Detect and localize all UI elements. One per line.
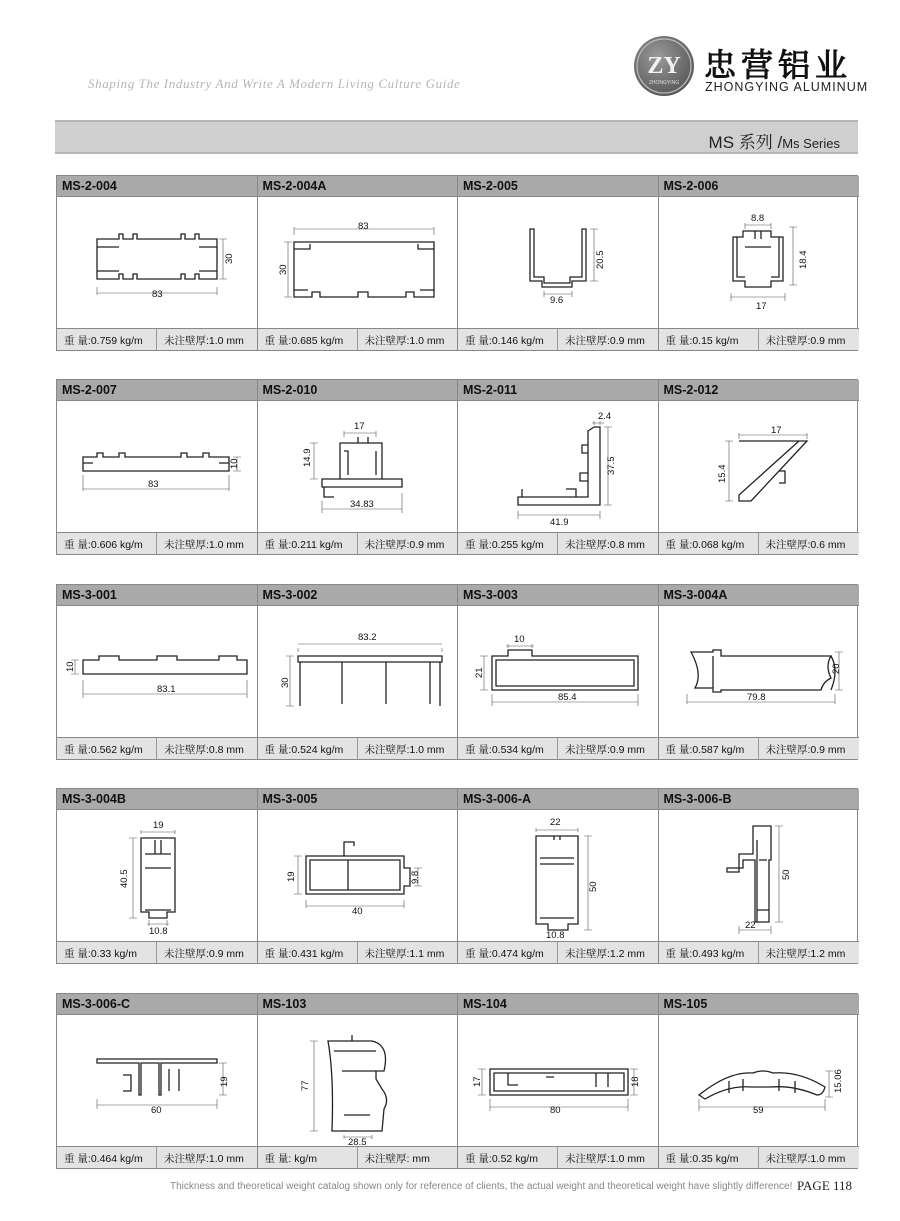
profile-code: MS-2-010 <box>258 380 458 401</box>
profile-cross-section <box>57 606 257 737</box>
weight-value: 重 量:0.211 kg/m <box>258 533 358 554</box>
profile-card <box>659 585 860 759</box>
profile-spec-bar <box>57 328 257 350</box>
dimension-label: 9.8 <box>409 870 421 884</box>
dimension-label: 17 <box>353 421 365 432</box>
profile-cross-section <box>659 606 860 737</box>
dimension-label: 10 <box>65 661 76 672</box>
profile-code: MS-103 <box>258 994 458 1015</box>
profile-spec-bar <box>659 328 860 350</box>
profile-code: MS-2-005 <box>458 176 658 197</box>
dimension-label: 59 <box>752 1105 764 1116</box>
wall-thickness-value: 未注壁厚:0.9 mm <box>364 539 445 551</box>
dimension-label: 2.4 <box>598 411 612 422</box>
wall-thickness-value: 未注壁厚:1.0 mm <box>765 1153 846 1165</box>
dimension-label: 30 <box>277 264 289 275</box>
dimension-label: 20 <box>830 663 842 674</box>
dimension-label: 30 <box>279 677 291 688</box>
profile-spec-bar <box>659 941 860 963</box>
profile-drawing <box>458 1015 658 1146</box>
profile-row <box>56 175 858 351</box>
profile-cross-section <box>258 401 458 532</box>
dimension-label: 40 <box>351 906 363 917</box>
weight-value: 重 量:0.33 kg/m <box>57 942 157 963</box>
profile-spec-bar <box>57 737 257 759</box>
profile-card <box>258 585 459 759</box>
profile-cross-section <box>258 810 458 941</box>
weight-value: 重 量:0.431 kg/m <box>258 942 358 963</box>
wall-thickness-value: 未注壁厚:0.9 mm <box>765 335 846 347</box>
dimension-label: 83 <box>148 479 159 490</box>
profile-code: MS-2-004A <box>258 176 458 197</box>
profile-spec-bar <box>258 737 458 759</box>
profile-spec-bar <box>57 941 257 963</box>
dimension-label: 19 <box>285 871 297 882</box>
brand-name-cn: 忠营铝业 <box>704 46 853 84</box>
dimension-label: 19 <box>219 1076 230 1087</box>
profile-cross-section <box>57 810 257 941</box>
profile-drawing <box>258 810 458 941</box>
profile-cross-section <box>258 606 458 737</box>
profile-drawing <box>659 401 859 532</box>
profile-drawing <box>258 401 458 532</box>
profile-code: MS-3-003 <box>458 585 658 606</box>
page-number: PAGE 118 <box>797 1178 853 1193</box>
profile-card <box>458 380 659 554</box>
profile-spec-bar <box>458 941 658 963</box>
dimension-label: 10 <box>514 634 525 645</box>
dimension-label: 79.8 <box>746 692 765 703</box>
weight-value: 重 量:0.587 kg/m <box>659 738 759 759</box>
profile-cross-section <box>458 1015 658 1146</box>
wall-thickness-value: 未注壁厚:1.0 mm <box>164 1153 244 1165</box>
wall-thickness-value: 未注壁厚:0.6 mm <box>765 539 846 551</box>
profile-card <box>659 380 860 554</box>
profile-cross-section <box>258 1015 458 1146</box>
profile-cross-section <box>458 810 658 941</box>
profile-card <box>57 176 258 350</box>
disclaimer-note: Thickness and theoretical weight catalog shown only for reference of clients, the actual weight and theoretical weight have slightly difference! <box>170 1181 793 1192</box>
profile-code: MS-3-004A <box>659 585 860 606</box>
dimension-label: 34.83 <box>349 499 374 510</box>
profile-cross-section <box>57 401 257 532</box>
profile-spec-bar <box>57 1146 257 1168</box>
weight-value: 重 量:0.534 kg/m <box>458 738 558 759</box>
profile-spec-bar <box>258 328 458 350</box>
wall-thickness-value: 未注壁厚:0.9 mm <box>565 744 645 756</box>
dimension-label: 17 <box>472 1076 483 1087</box>
profile-card <box>458 176 659 350</box>
profile-card <box>258 789 459 963</box>
profile-code: MS-2-007 <box>57 380 257 401</box>
series-title-en: Ms Series <box>782 136 840 151</box>
profile-spec-bar <box>258 1146 458 1168</box>
weight-value: 重 量:0.35 kg/m <box>659 1147 759 1168</box>
profile-card <box>659 789 860 963</box>
dimension-label: 60 <box>151 1105 162 1116</box>
profile-code: MS-3-004B <box>57 789 257 810</box>
weight-value: 重 量:0.15 kg/m <box>659 329 759 350</box>
profile-card <box>458 585 659 759</box>
dimension-label: 28.5 <box>347 1137 366 1146</box>
profile-code: MS-105 <box>659 994 860 1015</box>
dimension-label: 17 <box>770 425 782 436</box>
profile-code: MS-3-002 <box>258 585 458 606</box>
dimension-label: 15.06 <box>832 1069 844 1093</box>
dimension-label: 80 <box>550 1105 561 1116</box>
dimension-label: 21 <box>474 667 485 678</box>
slogan: Shaping The Industry And Write A Modern Living Culture Guide <box>88 76 461 91</box>
series-title-cn: MS 系列 / <box>708 133 783 152</box>
dimension-label: 37.5 <box>606 456 617 475</box>
profile-drawing <box>57 401 257 532</box>
profile-cross-section <box>57 197 257 328</box>
profile-code: MS-3-001 <box>57 585 257 606</box>
wall-thickness-value: 未注壁厚:1.0 mm <box>364 335 445 347</box>
series-banner <box>55 120 858 154</box>
profile-cross-section <box>659 810 860 941</box>
profile-drawing <box>659 197 859 328</box>
profile-drawing <box>258 606 458 737</box>
weight-value: 重 量:0.474 kg/m <box>458 942 558 963</box>
profile-card <box>659 176 860 350</box>
wall-thickness-value: 未注壁厚:0.9 mm <box>765 744 846 756</box>
profile-spec-bar <box>659 737 860 759</box>
weight-value: 重 量:0.068 kg/m <box>659 533 759 554</box>
profile-spec-bar <box>659 1146 860 1168</box>
dimension-label: 19 <box>153 820 164 831</box>
wall-thickness-value: 未注壁厚:0.9 mm <box>565 335 645 347</box>
dimension-label: 15.4 <box>716 464 728 483</box>
weight-value: 重 量:0.255 kg/m <box>458 533 558 554</box>
profile-card <box>659 994 860 1168</box>
dimension-label: 10.8 <box>546 930 565 941</box>
dimension-label: 22 <box>550 817 561 828</box>
wall-thickness-value: 未注壁厚:0.8 mm <box>164 744 244 756</box>
profile-spec-bar <box>458 532 658 554</box>
brand-name-en: ZHONGYING ALUMINUM <box>705 80 869 94</box>
profile-code: MS-3-005 <box>258 789 458 810</box>
profile-card <box>258 380 459 554</box>
profile-card <box>258 176 459 350</box>
logo-subtext: ZHONGYING <box>648 80 680 86</box>
profile-drawing <box>659 1015 859 1146</box>
wall-thickness-value: 未注壁厚:1.2 mm <box>765 948 846 960</box>
dimension-label: 83 <box>357 221 369 232</box>
profile-spec-bar <box>458 737 658 759</box>
dimension-label: 20.5 <box>595 250 606 269</box>
dimension-label: 10.8 <box>149 926 168 937</box>
wall-thickness-value: 未注壁厚:1.2 mm <box>565 948 645 960</box>
profile-spec-bar <box>458 328 658 350</box>
dimension-label: 18 <box>630 1076 641 1087</box>
profile-cross-section <box>659 197 860 328</box>
profile-cross-section <box>659 401 860 532</box>
profile-card <box>57 380 258 554</box>
profile-cross-section <box>458 197 658 328</box>
profile-cross-section <box>258 197 458 328</box>
profile-spec-bar <box>659 532 860 554</box>
profile-cross-section <box>458 606 658 737</box>
profile-cross-section <box>659 1015 860 1146</box>
profile-row <box>56 379 858 555</box>
series-title <box>709 128 840 153</box>
profile-code: MS-104 <box>458 994 658 1015</box>
dimension-label: 9.6 <box>550 295 564 306</box>
wall-thickness-value: 未注壁厚:1.0 mm <box>164 539 244 551</box>
profile-spec-bar <box>258 941 458 963</box>
profile-drawing <box>458 197 658 328</box>
profile-drawing <box>57 810 257 941</box>
wall-thickness-value: 未注壁厚: mm <box>364 1153 430 1165</box>
dimension-label: 18.4 <box>797 250 809 269</box>
weight-value: 重 量: kg/m <box>258 1147 358 1168</box>
logo-monogram: ZY <box>647 53 681 79</box>
profile-drawing <box>659 810 859 941</box>
profile-row <box>56 584 858 760</box>
dimension-label: 40.5 <box>119 869 130 888</box>
profile-row <box>56 788 858 964</box>
dimension-label: 50 <box>780 869 792 880</box>
profile-drawing <box>458 810 658 941</box>
profile-code: MS-2-006 <box>659 176 860 197</box>
dimension-label: 17 <box>755 301 767 312</box>
profile-spec-bar <box>458 1146 658 1168</box>
company-logo <box>634 36 694 96</box>
profile-row <box>56 993 858 1169</box>
weight-value: 重 量:0.464 kg/m <box>57 1147 157 1168</box>
dimension-label: 50 <box>588 881 599 892</box>
profile-drawing <box>258 1015 458 1146</box>
weight-value: 重 量:0.685 kg/m <box>258 329 358 350</box>
dimension-label: 30 <box>224 253 235 264</box>
dimension-label: 85.4 <box>558 692 577 703</box>
profile-code: MS-3-006-A <box>458 789 658 810</box>
profile-drawing <box>458 606 658 737</box>
dimension-label: 14.9 <box>301 448 313 467</box>
weight-value: 重 量:0.52 kg/m <box>458 1147 558 1168</box>
profile-cross-section <box>458 401 658 532</box>
profile-code: MS-2-004 <box>57 176 257 197</box>
wall-thickness-value: 未注壁厚:0.8 mm <box>565 539 645 551</box>
profile-card <box>57 994 258 1168</box>
profile-drawing <box>458 401 658 532</box>
weight-value: 重 量:0.146 kg/m <box>458 329 558 350</box>
dimension-label: 83 <box>152 289 163 300</box>
profile-card <box>258 994 459 1168</box>
profile-drawing <box>659 606 859 737</box>
profile-spec-bar <box>57 532 257 554</box>
profile-code: MS-2-012 <box>659 380 860 401</box>
dimension-label: 22 <box>744 920 756 931</box>
weight-value: 重 量:0.606 kg/m <box>57 533 157 554</box>
profile-card <box>57 585 258 759</box>
wall-thickness-value: 未注壁厚:0.9 mm <box>164 948 244 960</box>
wall-thickness-value: 未注壁厚:1.0 mm <box>565 1153 645 1165</box>
profile-drawing <box>57 1015 257 1146</box>
profile-code: MS-2-011 <box>458 380 658 401</box>
profile-drawing <box>57 197 257 328</box>
dimension-label: 41.9 <box>550 517 569 528</box>
profile-spec-bar <box>258 532 458 554</box>
wall-thickness-value: 未注壁厚:1.1 mm <box>364 948 445 960</box>
profile-card <box>57 789 258 963</box>
weight-value: 重 量:0.562 kg/m <box>57 738 157 759</box>
wall-thickness-value: 未注壁厚:1.0 mm <box>164 335 244 347</box>
profile-code: MS-3-006-B <box>659 789 860 810</box>
dimension-label: 8.8 <box>750 213 764 224</box>
profile-drawing <box>258 197 458 328</box>
profile-drawing <box>57 606 257 737</box>
weight-value: 重 量:0.759 kg/m <box>57 329 157 350</box>
profile-card <box>458 789 659 963</box>
wall-thickness-value: 未注壁厚:1.0 mm <box>364 744 445 756</box>
dimension-label: 10 <box>229 458 240 469</box>
dimension-label: 83.1 <box>157 684 176 695</box>
dimension-label: 83.2 <box>357 632 376 643</box>
profile-cross-section <box>57 1015 257 1146</box>
dimension-label: 77 <box>299 1080 311 1091</box>
profile-code: MS-3-006-C <box>57 994 257 1015</box>
weight-value: 重 量:0.493 kg/m <box>659 942 759 963</box>
profile-card <box>458 994 659 1168</box>
weight-value: 重 量:0.524 kg/m <box>258 738 358 759</box>
